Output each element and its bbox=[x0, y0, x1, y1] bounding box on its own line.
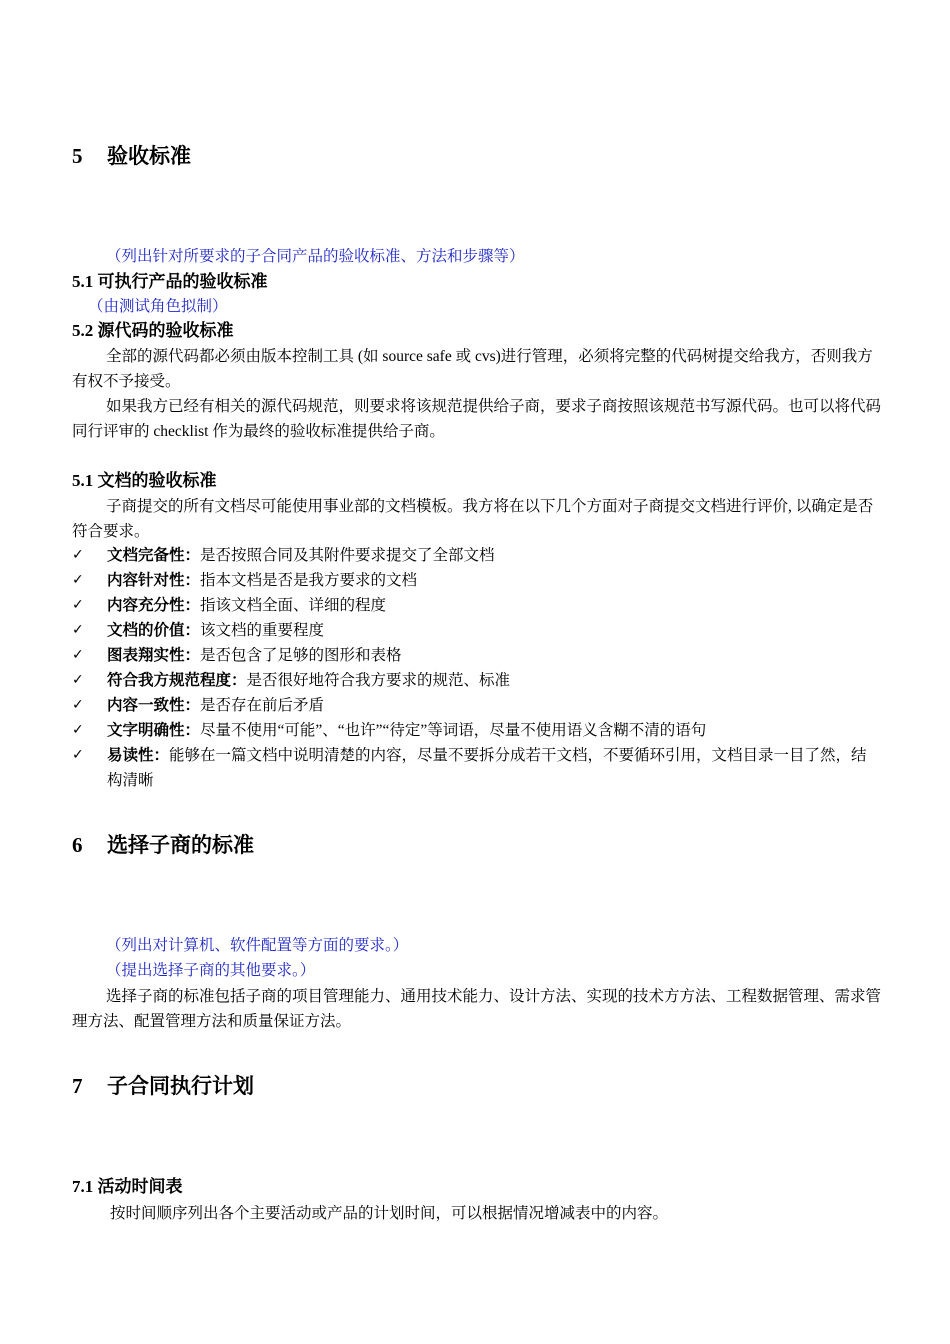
list-item bbox=[72, 718, 882, 743]
section-5-2-heading: 5.2 源代码的验收标准 bbox=[72, 321, 234, 340]
list-item bbox=[72, 568, 882, 593]
list-item bbox=[72, 643, 882, 668]
criterion-desc: 指该文档全面、详细的程度 bbox=[200, 597, 387, 614]
criterion-desc: 能够在一篇文档中说明清楚的内容，尽量不要拆分成若干文档，不要循环引用，文档目录一目了然，结构清晰 bbox=[107, 747, 867, 789]
criterion-term: 文字明确性： bbox=[107, 722, 201, 739]
check-icon: ✓ bbox=[72, 647, 84, 663]
criterion-desc: 是否按照合同及其附件要求提交了全部文档 bbox=[200, 547, 495, 564]
criterion-desc: 指本文档是否是我方要求的文档 bbox=[200, 572, 418, 589]
section-title: 子合同执行计划 bbox=[107, 1074, 254, 1098]
criterion-term: 内容针对性： bbox=[107, 572, 201, 589]
section-5-1-heading: 5.1 可执行产品的验收标准 bbox=[72, 272, 268, 291]
list-item bbox=[72, 543, 882, 568]
list-item bbox=[72, 693, 882, 718]
section-title: 选择子商的标准 bbox=[107, 833, 254, 857]
section-5-note: （列出针对所要求的子合同产品的验收标准、方法和步骤等） bbox=[106, 248, 525, 265]
section-6-heading bbox=[72, 832, 254, 858]
section-title: 验收标准 bbox=[107, 144, 191, 168]
section-number: 6 bbox=[72, 833, 83, 857]
section-number: 7 bbox=[72, 1074, 83, 1098]
section-5-2-paragraph-1: 全部的源代码都必须由版本控制工具 (如 source safe 或 cvs)进行管理，必须将完整的代码树提交给我方，否则我方有权不予接受。 bbox=[72, 348, 873, 390]
section-5-1-note: （由测试角色拟制） bbox=[88, 298, 228, 315]
criterion-term: 内容充分性： bbox=[107, 597, 201, 614]
criteria-checklist bbox=[72, 543, 882, 793]
section-6-note-1: （列出对计算机、软件配置等方面的要求。） bbox=[106, 937, 409, 954]
criterion-term: 文档的价值： bbox=[107, 622, 201, 639]
list-item bbox=[72, 618, 882, 643]
criterion-term: 符合我方规范程度： bbox=[107, 672, 247, 689]
check-icon: ✓ bbox=[72, 672, 84, 688]
section-7-heading bbox=[72, 1073, 254, 1099]
check-icon: ✓ bbox=[72, 697, 84, 713]
list-item bbox=[72, 743, 882, 793]
section-5-2-paragraph-2: 如果我方已经有相关的源代码规范，则要求将该规范提供给子商，要求子商按照该规范书写源代码。也可以将代码同行评审的 checklist 作为最终的验收标准提供给子商。 bbox=[72, 398, 882, 440]
criterion-desc: 尽量不使用“可能”、“也许”“待定”等词语，尽量不使用语义含糊不清的语句 bbox=[200, 722, 707, 739]
section-5-1b-paragraph: 子商提交的所有文档尽可能使用事业部的文档模板。我方将在以下几个方面对子商提交文档进行评价, 以确定是否符合要求。 bbox=[72, 498, 874, 540]
check-icon: ✓ bbox=[72, 547, 84, 563]
list-item bbox=[72, 593, 882, 618]
section-number: 5 bbox=[72, 144, 83, 168]
criterion-term: 文档完备性： bbox=[107, 547, 201, 564]
section-5-1b-heading: 5.1 文档的验收标准 bbox=[72, 471, 217, 490]
check-icon: ✓ bbox=[72, 722, 84, 738]
section-6-note-2: （提出选择子商的其他要求。） bbox=[106, 962, 316, 979]
section-6-paragraph: 选择子商的标准包括子商的项目管理能力、通用技术能力、设计方法、实现的技术方方法、工程数据管理、需求管理方法、配置管理方法和质量保证方法。 bbox=[72, 988, 882, 1030]
section-7-1-heading: 7.1 活动时间表 bbox=[72, 1177, 183, 1196]
check-icon: ✓ bbox=[72, 572, 84, 588]
criterion-term: 易读性： bbox=[107, 747, 170, 764]
criterion-term: 图表翔实性： bbox=[107, 647, 201, 664]
check-icon: ✓ bbox=[72, 622, 84, 638]
section-5-heading bbox=[72, 143, 191, 169]
check-icon: ✓ bbox=[72, 597, 84, 613]
list-item bbox=[72, 668, 882, 693]
criterion-desc: 是否包含了足够的图形和表格 bbox=[200, 647, 402, 664]
section-7-1-paragraph: 按时间顺序列出各个主要活动或产品的计划时间，可以根据情况增减表中的内容。 bbox=[110, 1205, 669, 1222]
check-icon: ✓ bbox=[72, 747, 84, 763]
criterion-desc: 该文档的重要程度 bbox=[200, 622, 325, 639]
criterion-term: 内容一致性： bbox=[107, 697, 201, 714]
criterion-desc: 是否很好地符合我方要求的规范、标准 bbox=[246, 672, 511, 689]
criterion-desc: 是否存在前后矛盾 bbox=[200, 697, 325, 714]
